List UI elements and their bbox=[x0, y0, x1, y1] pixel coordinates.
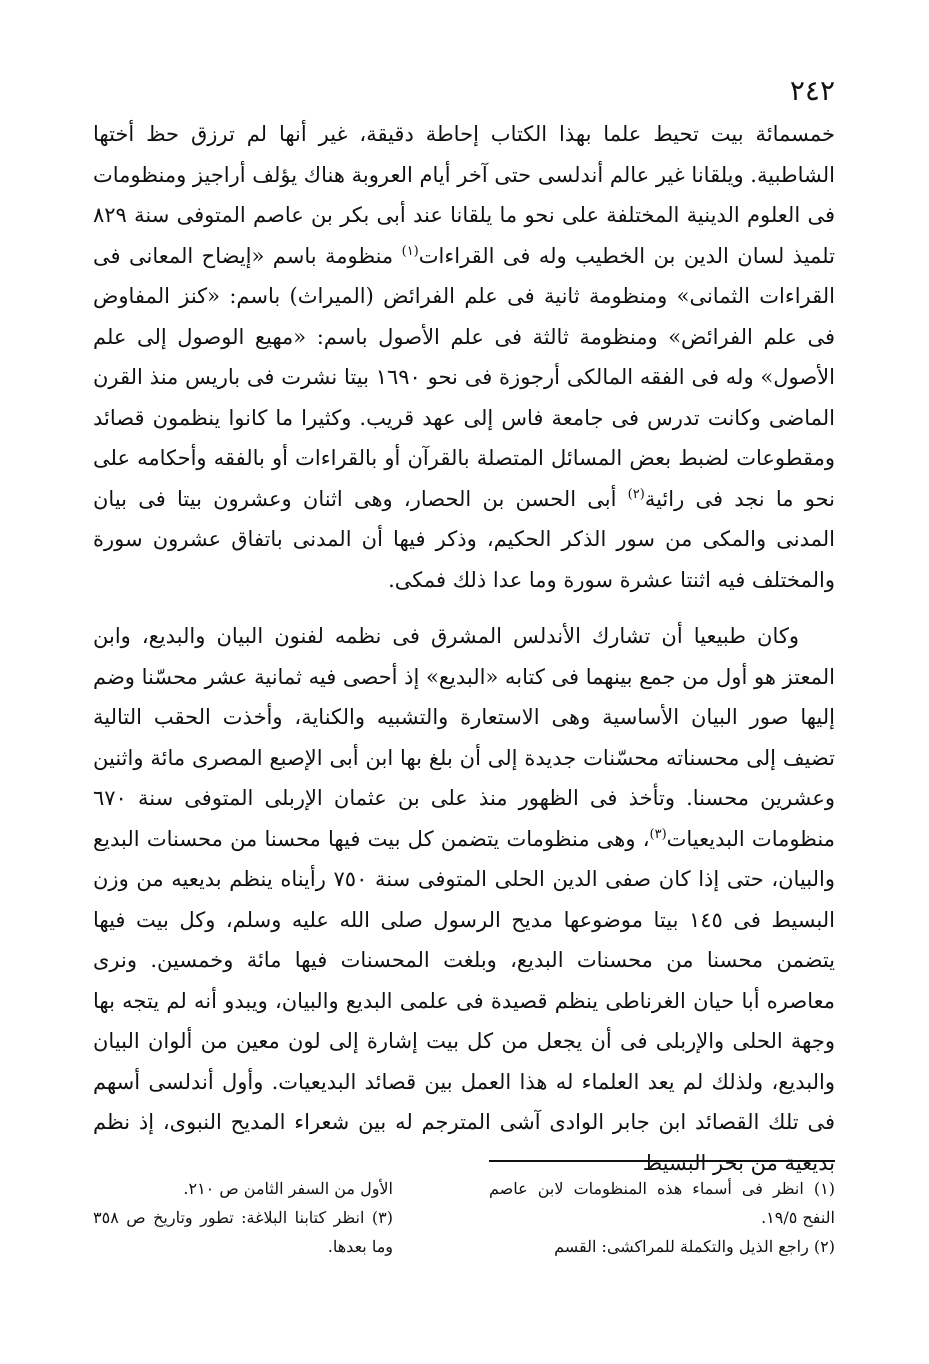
footnote-ref-3: (٣) bbox=[649, 826, 667, 842]
text-segment: منظومة باسم «إيضاح المعانى فى القراءات الثمانى» ومنظومة ثانية فى علم الفرائض (الميراث) باسم: «كنز المفاوض فى علم الفرائض» ومنظومة ثالثة فى علم الأصول باسم: «مهيع الوصول إلى علم الأصول» وله فى الفقه المالكى أرجوزة فى نحو ١٦٩٠ بيتا نشرت فى باريس منذ القرن الماضى وكانت تدرس فى جامعة فاس إلى عهد قريب. وكثيرا ما كانوا ينظمون قصائد ومقطوعات لضبط بعض المسائل المتصلة بالقرآن أو بالقراءات أو بالفقه وأحكامه على نحو ما نجد فى رائية bbox=[93, 243, 835, 511]
paragraph-1 bbox=[93, 114, 835, 600]
footnotes-right-column bbox=[489, 1174, 835, 1261]
paragraph-2 bbox=[93, 616, 835, 1183]
footnote-2-continued: الأول من السفر الثامن ص ٢١٠. bbox=[183, 1179, 393, 1198]
footnote-ref-2: (٢) bbox=[627, 486, 645, 502]
footnotes bbox=[93, 1174, 835, 1261]
text-segment: ، وهى منظومات يتضمن كل بيت فيها محسنا من محسنات البديع والبيان، حتى إذا كان صفى الدين الحلى المتوفى سنة ٧٥٠ رأيناه ينظم بديعيه من وزن البسيط فى ١٤٥ بيتا موضوعها مديح الرسول صلى الله عليه وسلم، وكل بيت فيها يتضمن محسنا من محسنات البديع، وبلغت المحسنات فيها مائة وخمسين. ونرى معاصره أبا حيان الغرناطى ينظم قصيدة فى علمى البديع والبيان، ويبدو أنه لم يتجه بها وجهة الحلى والإربلى فى أن يجعل من كل بيت إشارة إلى لون معين من ألوان البيان والبديع، ولذلك لم يعد العلماء له هذا العمل بين قصائد البديعيات. وأول أندلسى أسهم فى تلك القصائد ابن جابر الوادى آشى المترجم له بين شعراء المديح النبوى، إذ نظم بديعية من بحر البسيط bbox=[93, 826, 836, 1175]
footnote-2: (٢) راجع الذيل والتكملة للمراكشى: القسم bbox=[554, 1237, 835, 1256]
text-segment: أبى الحسن بن الحصار، وهى اثنان وعشرون بيتا فى بيان المدنى والمكى من سور الذكر الحكيم، وذكر فيها أن المدنى باتفاق عشرون سورة والمختلف فيه اثنتا عشرة سورة وما عدا ذلك فمكى. bbox=[93, 486, 835, 592]
footnotes-left-column bbox=[93, 1174, 393, 1261]
page-number: ٢٤٢ bbox=[789, 74, 835, 107]
footnote-3: (٣) انظر كتابنا البلاغة: تطور وتاريخ ص ٣٥٨ وما بعدها. bbox=[93, 1208, 393, 1256]
main-text bbox=[93, 114, 835, 1183]
text-segment: خمسمائة بيت تحيط علما بهذا الكتاب إحاطة دقيقة، غير أنها لم ترزق حظ أختها الشاطبية. ويلقانا غير عالم أندلسى حتى آخر أيام العروبة هناك يؤلف أراجيز ومنظومات فى العلوم الدينية المختلفة على نحو ما يلقانا عند أبى بكر بن عاصم المتوفى سنة ٨٢٩ تلميذ لسان الدين بن الخطيب وله فى القراءات bbox=[93, 122, 835, 268]
text-segment: وكان طبيعيا أن تشارك الأندلس المشرق فى نظمه لفنون البيان والبديع، وابن المعتز هو أول من جمع بينهما فى كتابه «البديع» إذ أحصى فيه ثمانية عشر محسّنا وضم إليها صور البيان الأساسية وهى الاستعارة والتشبيه والكناية، وأخذت الحقب التالية تضيف إلى محسناته محسّنات جديدة إلى أن بلغ بها ابن أبى الإصبع المصرى مائة واثنين وعشرين محسنا. وتأخذ فى الظهور منذ على بن عثمان الإربلى المتوفى سنة ٦٧٠ منظومات البديعيات bbox=[93, 624, 835, 851]
footnote-divider bbox=[489, 1160, 835, 1162]
footnote-1: (١) انظر فى أسماء هذه المنظومات لابن عاصم النفح ١٩/٥. bbox=[489, 1179, 835, 1227]
footnote-ref-1: (١) bbox=[401, 243, 419, 259]
